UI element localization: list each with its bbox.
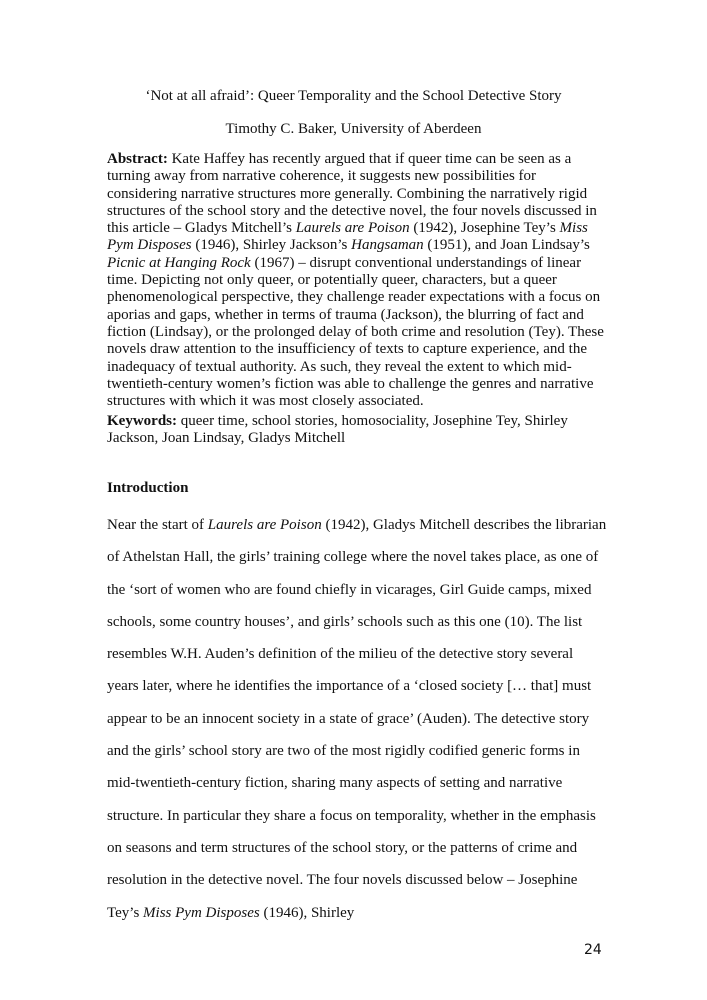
body-title-laurels: Laurels are Poison <box>207 517 322 533</box>
keywords-text: queer time, school stories, homosociality, Josephine Tey, Shirley Jackson, Joan Lindsay, Gladys Mitchell <box>107 413 568 447</box>
abstract-label: Abstract: <box>107 151 168 167</box>
abstract-title-miss-pym: Miss Pym Disposes <box>107 220 588 254</box>
body-text-1: Near the start of <box>107 517 208 533</box>
keywords-label: Keywords: <box>107 413 177 429</box>
abstract-text-2: (1942), Josephine Tey’s <box>409 220 560 237</box>
body-text-2: (1942), Gladys Mitchell describes the librarian of Athelstan Hall, the girls’ training college where the novel takes place, as one of the ‘sort of women who are found chiefly in vicarages, Girl Guide camps, mixed schools, some country houses’, and girls’ schools such as this one (10). The list resembles W.H. Auden’s definition of the milieu of the detective story several years later, where he identifies the importance of a ‘closed society [… that] must appear to be an innocent society in a state of grace’ (Auden). The detective story and the girls’ school story are two of the most rigidly codified generic forms in mid-twentieth-century fiction, sharing many aspects of setting and narrative structure. In particular they share a focus on temporality, whether in the emphasis on seasons and term structures of the school story, or the patterns of crime and resolution in the detective novel. The four novels discussed below – Josephine Tey’s <box>107 517 607 921</box>
abstract-paragraph <box>107 151 607 410</box>
section-heading-introduction: Introduction <box>107 480 189 496</box>
abstract-title-hangsaman: Hangsaman <box>351 237 424 254</box>
abstract-title-picnic: Picnic at Hanging Rock <box>107 254 251 271</box>
introduction-paragraph <box>107 509 607 929</box>
abstract-text-4: (1951), and Joan Lindsay’s <box>423 237 590 254</box>
abstract-title-laurels: Laurels are Poison <box>295 220 410 237</box>
page-number: 24 <box>584 942 602 958</box>
abstract-text-3: (1946), Shirley Jackson’s <box>191 237 352 254</box>
keywords-paragraph <box>107 413 607 448</box>
body-title-miss-pym: Miss Pym Disposes <box>143 904 260 921</box>
article-title: ‘Not at all afraid’: Queer Temporality and the School Detective Story <box>145 88 562 104</box>
abstract-text-1: Kate Haffey has recently argued that if queer time can be seen as a turning away from narrative coherence, it suggests new possibilities for considering narrative structures more generally. Combining the narratively rigid structures of the school story and the detective novel, the four novels discussed in this article – Gladys Mitchell’s <box>107 151 597 237</box>
author-affiliation: Timothy C. Baker, University of Aberdeen <box>225 121 482 137</box>
body-text-3: (1946), Shirley <box>259 904 355 921</box>
abstract-text-5: (1967) – disrupt conventional understandings of linear time. Depicting not only queer, or potentially queer, characters, but a queer phenomenological perspective, they challenge reader expectations with a focus on aporias and gaps, whether in terms of trauma (Jackson), the blurring of fact and fiction (Lindsay), or the prolonged delay of both crime and resolution (Tey). These novels draw attention to the insufficiency of texts to capture experience, and the inadequacy of textual authority. As such, they reveal the extent to which mid-twentieth-century women’s fiction was able to challenge the genres and narrative structures with which it was most closely associated. <box>107 254 604 410</box>
